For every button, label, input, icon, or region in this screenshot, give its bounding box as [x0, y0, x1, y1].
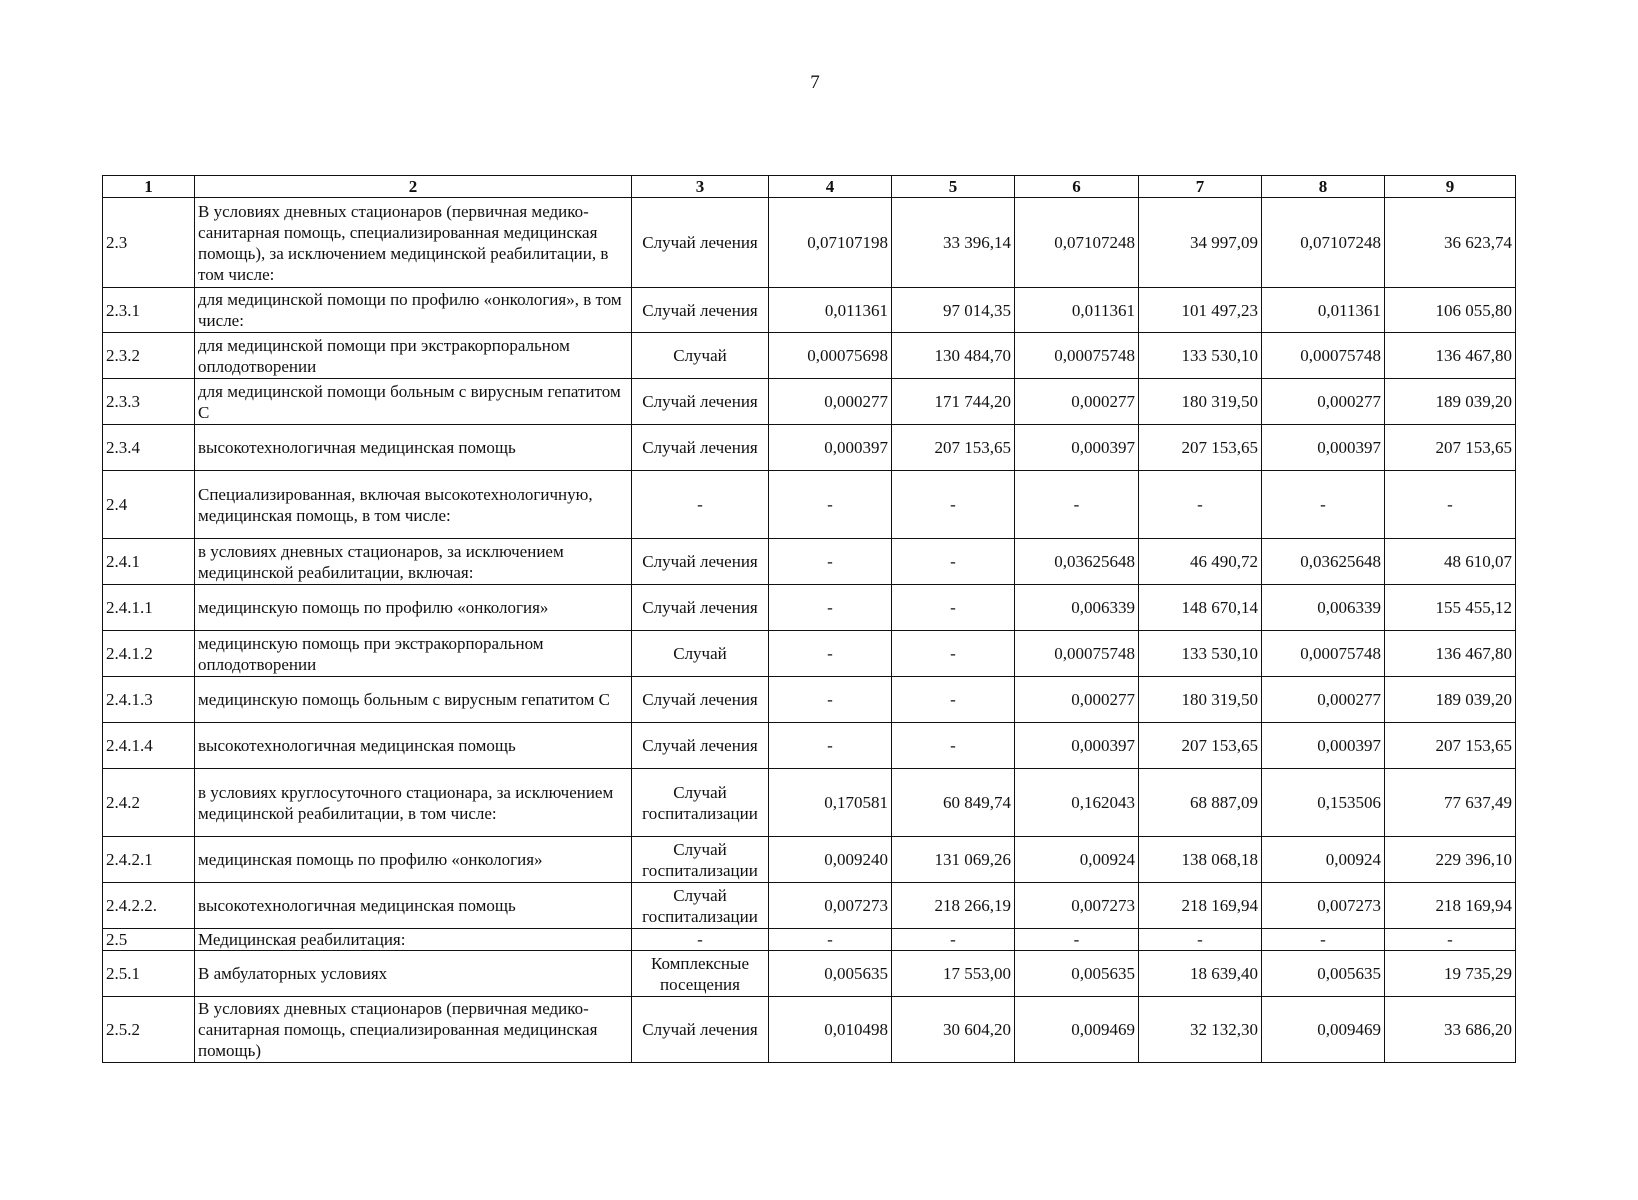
row-value-col-7: - [1139, 929, 1262, 951]
row-value-col-8: 0,000277 [1262, 677, 1385, 723]
row-value-col-8: 0,00075748 [1262, 631, 1385, 677]
row-value-col-4: - [769, 585, 892, 631]
table-row [103, 333, 1516, 379]
row-name-cell: Медицинская реабилитация: [195, 929, 632, 951]
row-name-cell: медицинскую помощь при экстракорпоральном оплодотворении [195, 631, 632, 677]
row-value-col-7: - [1139, 471, 1262, 539]
row-value-col-5: 130 484,70 [892, 333, 1015, 379]
row-value-col-6: 0,006339 [1015, 585, 1139, 631]
page-number: 7 [810, 72, 820, 93]
row-value-col-8: - [1262, 929, 1385, 951]
row-value-col-9: 77 637,49 [1385, 769, 1516, 837]
table-row [103, 929, 1516, 951]
row-value-col-8: 0,000277 [1262, 379, 1385, 425]
row-value-col-4: 0,00075698 [769, 333, 892, 379]
row-name-cell: высокотехнологичная медицинская помощь [195, 723, 632, 769]
row-unit-cell: Случай лечения [632, 723, 769, 769]
row-value-col-6: 0,007273 [1015, 883, 1139, 929]
row-code-cell: 2.4.1.1 [103, 585, 195, 631]
header-col-1: 1 [103, 176, 195, 198]
row-value-col-6: - [1015, 471, 1139, 539]
table-row [103, 288, 1516, 333]
row-value-col-8: 0,07107248 [1262, 198, 1385, 288]
table-row [103, 723, 1516, 769]
header-col-5: 5 [892, 176, 1015, 198]
row-value-col-4: - [769, 723, 892, 769]
row-name-cell: В условиях дневных стационаров (первичная медико-санитарная помощь, специализированная медицинская помощь) [195, 997, 632, 1063]
row-value-col-8: 0,153506 [1262, 769, 1385, 837]
row-value-col-7: 34 997,09 [1139, 198, 1262, 288]
row-value-col-6: 0,000397 [1015, 723, 1139, 769]
row-value-col-5: - [892, 585, 1015, 631]
row-value-col-7: 18 639,40 [1139, 951, 1262, 997]
row-code-cell: 2.3.3 [103, 379, 195, 425]
row-value-col-8: 0,011361 [1262, 288, 1385, 333]
row-value-col-5: 30 604,20 [892, 997, 1015, 1063]
row-name-cell: для медицинской помощи при экстракорпоральном оплодотворении [195, 333, 632, 379]
table-row [103, 585, 1516, 631]
row-value-col-5: - [892, 677, 1015, 723]
table-row [103, 883, 1516, 929]
row-value-col-9: 207 153,65 [1385, 425, 1516, 471]
row-code-cell: 2.4.2.2. [103, 883, 195, 929]
row-value-col-8: 0,03625648 [1262, 539, 1385, 585]
row-name-cell: В условиях дневных стационаров (первичная медико-санитарная помощь, специализированная медицинская помощь), за исключением медицинской реабилитации, в том числе: [195, 198, 632, 288]
row-value-col-6: 0,03625648 [1015, 539, 1139, 585]
row-code-cell: 2.4.2 [103, 769, 195, 837]
table-row [103, 677, 1516, 723]
row-value-col-9: 229 396,10 [1385, 837, 1516, 883]
row-code-cell: 2.4.1.2 [103, 631, 195, 677]
row-value-col-7: 180 319,50 [1139, 677, 1262, 723]
row-value-col-4: 0,010498 [769, 997, 892, 1063]
table-row [103, 471, 1516, 539]
row-unit-cell: - [632, 929, 769, 951]
row-value-col-5: 171 744,20 [892, 379, 1015, 425]
row-unit-cell: Случай лечения [632, 585, 769, 631]
header-col-6: 6 [1015, 176, 1139, 198]
header-col-2: 2 [195, 176, 632, 198]
row-name-cell: высокотехнологичная медицинская помощь [195, 425, 632, 471]
row-value-col-8: 0,00075748 [1262, 333, 1385, 379]
row-value-col-4: 0,011361 [769, 288, 892, 333]
row-value-col-9: 33 686,20 [1385, 997, 1516, 1063]
header-col-3: 3 [632, 176, 769, 198]
row-code-cell: 2.3.4 [103, 425, 195, 471]
row-value-col-6: 0,011361 [1015, 288, 1139, 333]
row-value-col-5: - [892, 929, 1015, 951]
row-value-col-4: - [769, 539, 892, 585]
row-value-col-8: 0,006339 [1262, 585, 1385, 631]
row-value-col-9: 106 055,80 [1385, 288, 1516, 333]
table-row [103, 769, 1516, 837]
row-value-col-7: 180 319,50 [1139, 379, 1262, 425]
row-unit-cell: Случай лечения [632, 539, 769, 585]
row-value-col-5: 17 553,00 [892, 951, 1015, 997]
tariff-table [102, 175, 1516, 1063]
row-value-col-5: - [892, 539, 1015, 585]
row-value-col-9: 48 610,07 [1385, 539, 1516, 585]
row-value-col-6: 0,00924 [1015, 837, 1139, 883]
row-name-cell: В амбулаторных условиях [195, 951, 632, 997]
row-unit-cell: Случай госпитализации [632, 837, 769, 883]
row-unit-cell: Случай [632, 333, 769, 379]
row-value-col-4: 0,009240 [769, 837, 892, 883]
row-value-col-4: 0,07107198 [769, 198, 892, 288]
table-row [103, 539, 1516, 585]
table-row [103, 379, 1516, 425]
row-value-col-6: 0,162043 [1015, 769, 1139, 837]
row-value-col-8: 0,005635 [1262, 951, 1385, 997]
row-code-cell: 2.4.1.3 [103, 677, 195, 723]
row-value-col-8: 0,000397 [1262, 723, 1385, 769]
table-row [103, 837, 1516, 883]
row-name-cell: Специализированная, включая высокотехнологичную, медицинская помощь, в том числе: [195, 471, 632, 539]
table-row [103, 951, 1516, 997]
row-value-col-7: 207 153,65 [1139, 723, 1262, 769]
row-value-col-7: 133 530,10 [1139, 333, 1262, 379]
row-value-col-9: 189 039,20 [1385, 379, 1516, 425]
row-unit-cell: Комплексные посещения [632, 951, 769, 997]
row-code-cell: 2.3.1 [103, 288, 195, 333]
row-unit-cell: Случай лечения [632, 288, 769, 333]
row-value-col-5: 218 266,19 [892, 883, 1015, 929]
row-value-col-9: 207 153,65 [1385, 723, 1516, 769]
row-name-cell: для медицинской помощи больным с вирусным гепатитом С [195, 379, 632, 425]
row-value-col-8: 0,007273 [1262, 883, 1385, 929]
row-code-cell: 2.3 [103, 198, 195, 288]
row-name-cell: медицинскую помощь больным с вирусным гепатитом С [195, 677, 632, 723]
row-value-col-5: 207 153,65 [892, 425, 1015, 471]
row-value-col-9: 136 467,80 [1385, 631, 1516, 677]
header-col-7: 7 [1139, 176, 1262, 198]
row-code-cell: 2.4.1.4 [103, 723, 195, 769]
row-unit-cell: Случай лечения [632, 198, 769, 288]
row-value-col-4: 0,007273 [769, 883, 892, 929]
row-value-col-7: 207 153,65 [1139, 425, 1262, 471]
row-value-col-6: 0,009469 [1015, 997, 1139, 1063]
row-value-col-9: - [1385, 471, 1516, 539]
table-row [103, 425, 1516, 471]
row-value-col-4: 0,000397 [769, 425, 892, 471]
row-unit-cell: Случай госпитализации [632, 769, 769, 837]
row-unit-cell: Случай госпитализации [632, 883, 769, 929]
header-col-4: 4 [769, 176, 892, 198]
row-unit-cell: Случай [632, 631, 769, 677]
row-unit-cell: Случай лечения [632, 997, 769, 1063]
row-code-cell: 2.4 [103, 471, 195, 539]
row-unit-cell: Случай лечения [632, 379, 769, 425]
row-value-col-4: - [769, 631, 892, 677]
row-value-col-6: 0,000277 [1015, 379, 1139, 425]
table-row [103, 198, 1516, 288]
row-name-cell: медицинскую помощь по профилю «онкология» [195, 585, 632, 631]
row-value-col-5: - [892, 471, 1015, 539]
row-name-cell: в условиях дневных стационаров, за исключением медицинской реабилитации, включая: [195, 539, 632, 585]
row-value-col-5: 60 849,74 [892, 769, 1015, 837]
row-value-col-6: 0,07107248 [1015, 198, 1139, 288]
header-col-9: 9 [1385, 176, 1516, 198]
row-value-col-4: - [769, 929, 892, 951]
row-value-col-6: 0,000277 [1015, 677, 1139, 723]
table-header-row [103, 176, 1516, 198]
row-value-col-4: - [769, 677, 892, 723]
row-value-col-4: 0,005635 [769, 951, 892, 997]
row-value-col-8: 0,00924 [1262, 837, 1385, 883]
row-value-col-7: 133 530,10 [1139, 631, 1262, 677]
table-body [103, 198, 1516, 1063]
row-value-col-4: 0,000277 [769, 379, 892, 425]
row-value-col-7: 32 132,30 [1139, 997, 1262, 1063]
row-code-cell: 2.4.1 [103, 539, 195, 585]
row-code-cell: 2.4.2.1 [103, 837, 195, 883]
row-value-col-4: - [769, 471, 892, 539]
row-value-col-7: 148 670,14 [1139, 585, 1262, 631]
row-code-cell: 2.3.2 [103, 333, 195, 379]
row-value-col-5: - [892, 631, 1015, 677]
header-col-8: 8 [1262, 176, 1385, 198]
row-unit-cell: Случай лечения [632, 425, 769, 471]
row-value-col-6: 0,00075748 [1015, 333, 1139, 379]
row-unit-cell: - [632, 471, 769, 539]
row-name-cell: высокотехнологичная медицинская помощь [195, 883, 632, 929]
row-value-col-5: 97 014,35 [892, 288, 1015, 333]
row-value-col-9: 19 735,29 [1385, 951, 1516, 997]
row-code-cell: 2.5.2 [103, 997, 195, 1063]
row-value-col-5: 33 396,14 [892, 198, 1015, 288]
row-value-col-9: 155 455,12 [1385, 585, 1516, 631]
table-row [103, 631, 1516, 677]
row-value-col-7: 68 887,09 [1139, 769, 1262, 837]
row-value-col-6: 0,000397 [1015, 425, 1139, 471]
row-value-col-8: 0,000397 [1262, 425, 1385, 471]
row-name-cell: для медицинской помощи по профилю «онкология», в том числе: [195, 288, 632, 333]
row-value-col-5: 131 069,26 [892, 837, 1015, 883]
row-value-col-7: 218 169,94 [1139, 883, 1262, 929]
row-value-col-9: 189 039,20 [1385, 677, 1516, 723]
row-value-col-9: 36 623,74 [1385, 198, 1516, 288]
row-unit-cell: Случай лечения [632, 677, 769, 723]
row-name-cell: медицинская помощь по профилю «онкология» [195, 837, 632, 883]
row-value-col-7: 46 490,72 [1139, 539, 1262, 585]
row-value-col-8: - [1262, 471, 1385, 539]
row-value-col-5: - [892, 723, 1015, 769]
row-value-col-4: 0,170581 [769, 769, 892, 837]
row-value-col-9: 218 169,94 [1385, 883, 1516, 929]
row-value-col-6: - [1015, 929, 1139, 951]
row-name-cell: в условиях круглосуточного стационара, за исключением медицинской реабилитации, в том числе: [195, 769, 632, 837]
row-value-col-7: 101 497,23 [1139, 288, 1262, 333]
row-value-col-6: 0,005635 [1015, 951, 1139, 997]
row-value-col-6: 0,00075748 [1015, 631, 1139, 677]
table-row [103, 997, 1516, 1063]
row-code-cell: 2.5.1 [103, 951, 195, 997]
row-code-cell: 2.5 [103, 929, 195, 951]
row-value-col-9: - [1385, 929, 1516, 951]
row-value-col-8: 0,009469 [1262, 997, 1385, 1063]
row-value-col-9: 136 467,80 [1385, 333, 1516, 379]
row-value-col-7: 138 068,18 [1139, 837, 1262, 883]
